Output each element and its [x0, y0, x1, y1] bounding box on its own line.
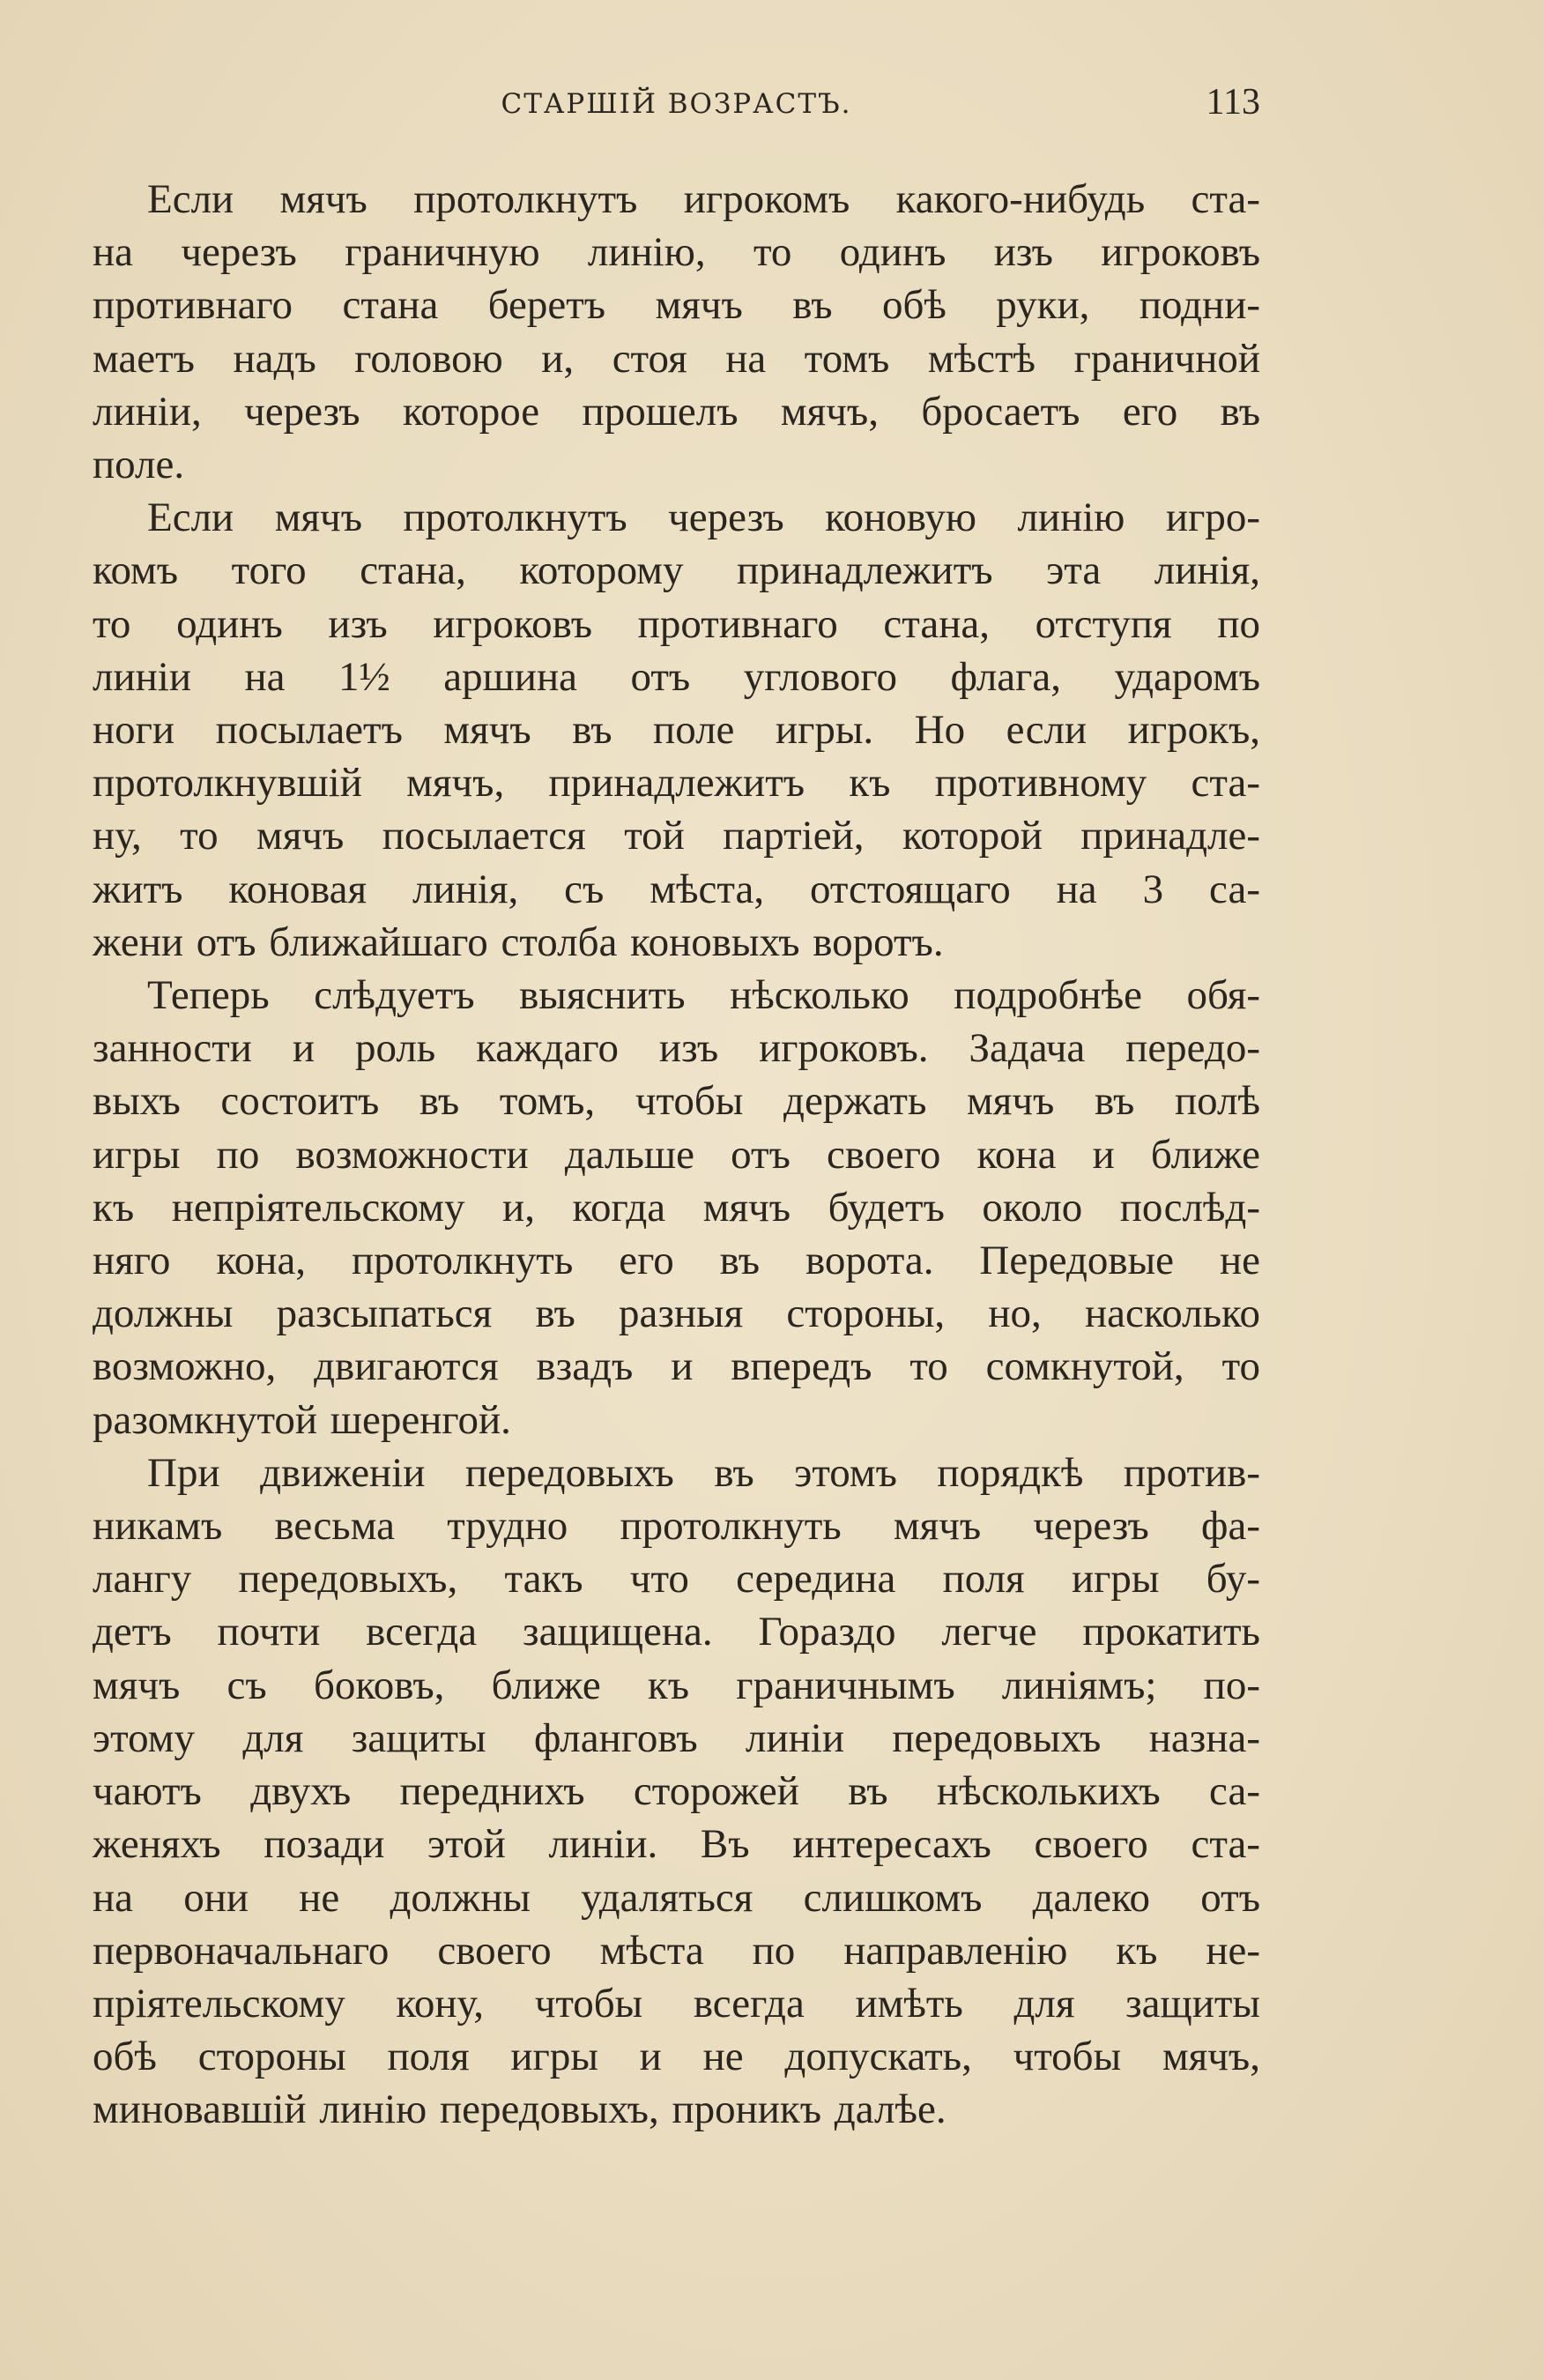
- text-line: житъ коновая линія, съ мѣста, отстоящаго на 3 са-: [93, 866, 1260, 912]
- text-line: лангу передовыхъ, такъ что середина поля игры бу-: [93, 1556, 1260, 1603]
- text-line: къ непріятельскому и, когда мячъ будетъ около послѣд-: [93, 1184, 1260, 1231]
- body-text: [93, 173, 1260, 2137]
- text-line: При движеніи передовыхъ въ этомъ порядкѣ против-: [147, 1449, 1260, 1496]
- text-line: выхъ состоитъ въ томъ, чтобы держать мячъ въ полѣ: [93, 1078, 1260, 1125]
- paragraph-2: [93, 491, 1260, 969]
- text-line: комъ того стана, которому принадлежитъ эта линія,: [93, 547, 1260, 594]
- text-line: чаютъ двухъ переднихъ сторожей въ нѣсколькихъ са-: [93, 1768, 1260, 1815]
- text-line: няго кона, протолкнуть его въ ворота. Передовые не: [93, 1238, 1260, 1284]
- text-line: маетъ надъ головою и, стоя на томъ мѣстѣ граничной: [93, 335, 1260, 382]
- text-line: женяхъ позади этой линіи. Въ интересахъ своего ста-: [93, 1821, 1260, 1868]
- text-line: этому для защиты фланговъ линіи передовыхъ назна-: [93, 1714, 1260, 1761]
- text-line: Если мячъ протолкнутъ черезъ коновую линію игро-: [147, 495, 1260, 541]
- text-line: поле.: [93, 442, 185, 488]
- text-line: никамъ весьма трудно протолкнуть мячъ черезъ фа-: [93, 1503, 1260, 1550]
- text-line: первоначальнаго своего мѣста по направленію къ не-: [93, 1927, 1260, 1974]
- text-line: ну, то мячъ посылается той партіей, которой принадле-: [93, 813, 1260, 859]
- text-line: линіи, черезъ которое прошелъ мячъ, бросаетъ его въ: [93, 388, 1260, 435]
- text-line: линіи на 1½ аршина отъ углового флага, ударомъ: [93, 653, 1260, 700]
- text-line: на они не должны удаляться слишкомъ далеко отъ: [93, 1874, 1260, 1921]
- text-line: то одинъ изъ игроковъ противнаго стана, отступя по: [93, 600, 1260, 647]
- text-line: обѣ стороны поля игры и не допускать, чтобы мячъ,: [93, 2034, 1260, 2080]
- text-line: на черезъ граничную линію, то одинъ изъ игроковъ: [93, 229, 1260, 276]
- text-line: должны разсыпаться въ разныя стороны, но, насколько: [93, 1290, 1260, 1337]
- text-line: Если мячъ протолкнутъ игрокомъ какого-нибудь ста-: [147, 176, 1260, 222]
- page-number: 113: [1206, 82, 1260, 123]
- page-header: [93, 82, 1260, 129]
- text-line: противнаго стана беретъ мячъ въ обѣ руки, подни-: [93, 282, 1260, 329]
- text-line: Теперь слѣдуетъ выяснить нѣсколько подробнѣе обя-: [147, 972, 1260, 1019]
- text-line: разомкнутой шеренгой.: [93, 1396, 511, 1443]
- running-head: СТАРШІЙ ВОЗРАСТЪ.: [501, 88, 852, 120]
- text-line: ноги посылаетъ мячъ въ поле игры. Но если игрокъ,: [93, 707, 1260, 754]
- paragraph-3: [93, 969, 1260, 1447]
- paragraph-4: [93, 1447, 1260, 2137]
- text-line: мячъ съ боковъ, ближе къ граничнымъ линіямъ; по-: [93, 1662, 1260, 1708]
- text-line: пріятельскому кону, чтобы всегда имѣть для защиты: [93, 1980, 1260, 2027]
- text-line: протолкнувшій мячъ, принадлежитъ къ противному ста-: [93, 760, 1260, 807]
- text-line: игры по возможности дальше отъ своего кона и ближе: [93, 1131, 1260, 1178]
- text-line: возможно, двигаются взадъ и впередъ то сомкнутой, то: [93, 1343, 1260, 1390]
- text-line: занности и роль каждаго изъ игроковъ. Задача передо-: [93, 1025, 1260, 1072]
- text-line: жени отъ ближайшаго столба коновыхъ воротъ.: [93, 919, 944, 965]
- text-line: детъ почти всегда защищена. Гораздо легче прокатить: [93, 1609, 1260, 1655]
- text-line: миновавшій линію передовыхъ, проникъ далѣе.: [93, 2086, 946, 2133]
- paragraph-1: [93, 173, 1260, 491]
